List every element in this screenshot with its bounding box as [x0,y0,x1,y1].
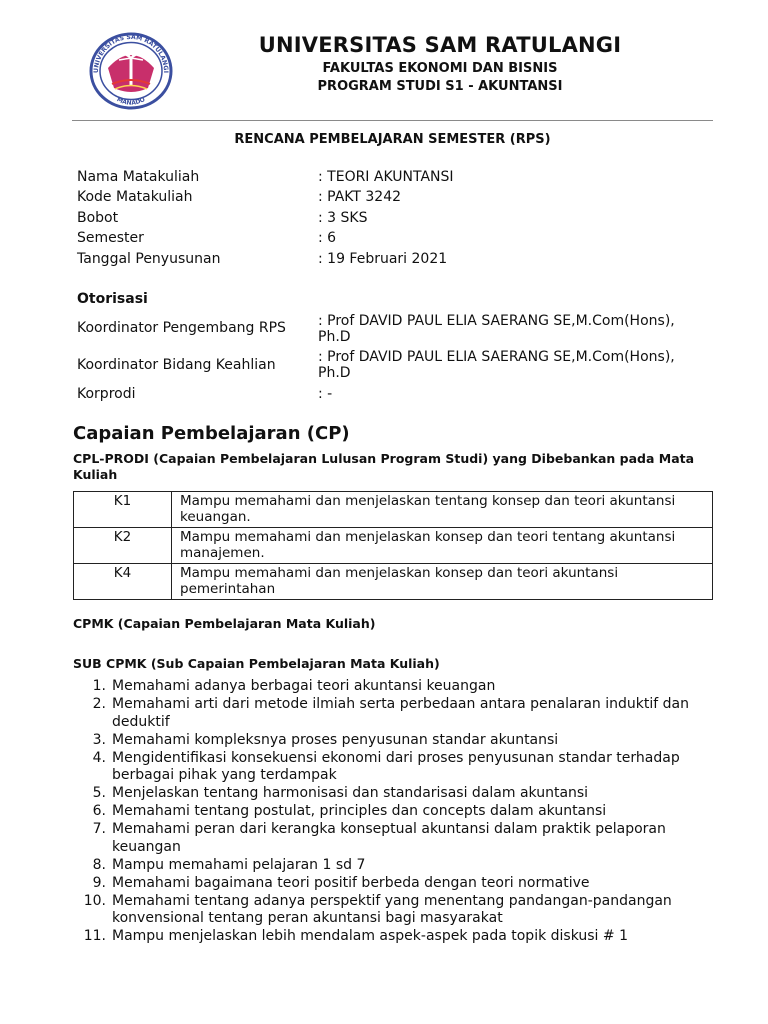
document-title: RENCANA PEMBELAJARAN SEMESTER (RPS) [234,132,551,147]
list-text: Memahami bagaimana teori positif berbeda dengan teori normative [112,874,590,891]
table-row [74,564,713,600]
university-seal-logo-icon [88,32,174,110]
info-label: Nama Matakuliah [77,169,200,185]
logo-ring-text-bottom: MANADO [115,96,147,107]
list-number: 10. [83,892,106,909]
logo-ring-text-top: UNIVERSITAS SAM RATULANGI [92,33,170,74]
info-value: : PAKT 3242 [318,189,402,205]
list-text: Memahami peran dari kerangka konseptual akuntansi dalam praktik pelaporan keuangan [112,821,666,855]
info-value: : 3 SKS [318,210,368,226]
cpl-prodi-heading: CPL-PRODI (Capaian Pembelajaran Lulusan Program Studi) yang Dibebankan pada Mata Kuliah [73,451,695,482]
info-value: : TEORI AKUNTANSI [318,169,454,185]
sub-cpmk-list [73,678,713,946]
list-number: 1. [92,678,106,694]
list-text: Memahami kompleksnya proses penyusunan standar akuntansi [112,731,559,748]
list-text: Mampu memahami pelajaran 1 sd 7 [112,856,366,873]
cpl-table [73,491,713,600]
list-text: Memahami arti dari metode ilmiah serta perbedaan antara penalaran induktif dan deduktif [112,696,689,730]
otorisasi-heading: Otorisasi [77,291,148,307]
faculty-name: FAKULTAS EKONOMI DAN BISNIS [322,61,558,76]
university-name: UNIVERSITAS SAM RATULANGI [258,33,622,57]
list-text: Menjelaskan tentang harmonisasi dan standarisasi dalam akuntansi [112,785,589,801]
info-value: : - [318,386,333,402]
list-number: 6. [92,803,106,819]
info-label: Kode Matakuliah [77,189,193,205]
section-heading-cp: Capaian Pembelajaran (CP) [73,423,350,444]
list-number: 9. [92,874,106,891]
list-item [73,857,713,875]
list-text: Mengidentifikasi konsekuensi ekonomi dari proses penyusunan standar terhadap berbagai pihak yang terdampak [112,749,680,783]
otorisasi-row-pengembang [77,313,717,347]
cpl-description: Mampu memahami dan menjelaskan konsep dan teori tentang akuntansi manajemen. [172,528,713,564]
info-label: Semester [77,230,144,246]
header-divider [72,120,713,121]
list-number: 11. [83,928,106,944]
list-number: 5. [92,785,106,801]
table-row [74,492,713,528]
list-item [73,750,713,785]
table-row [74,528,713,564]
list-text: Memahami tentang postulat, principles dan concepts dalam akuntansi [112,803,607,819]
info-label: Koordinator Pengembang RPS [77,320,286,336]
list-item [73,732,713,750]
info-label: Tanggal Penyusunan [77,251,221,267]
info-value: : 19 Februari 2021 [318,251,448,267]
cpl-code: K2 [74,528,172,564]
list-item [73,803,713,821]
info-value: : 6 [318,230,337,246]
list-number: 2. [92,696,106,712]
info-value: : Prof DAVID PAUL ELIA SAERANG SE,M.Com(Hons), Ph.D [318,349,675,381]
cpl-code: K4 [74,564,172,600]
list-item [73,821,713,856]
list-item [73,696,713,731]
program-name: PROGRAM STUDI S1 - AKUNTANSI [317,79,563,94]
list-number: 4. [92,749,106,766]
list-item [73,893,713,928]
list-item [73,928,713,946]
list-text: Memahami adanya berbagai teori akuntansi keuangan [112,678,496,694]
info-label: Korprodi [77,386,136,402]
list-item [73,875,713,893]
list-item [73,785,713,803]
info-label: Bobot [77,210,119,226]
list-text: Mampu menjelaskan lebih mendalam aspek-aspek pada topik diskusi # 1 [112,928,628,944]
list-number: 3. [92,731,106,748]
list-number: 8. [92,856,106,873]
cpl-description: Mampu memahami dan menjelaskan konsep dan teori akuntansi pemerintahan [172,564,713,600]
list-text: Memahami tentang adanya perspektif yang menentang pandangan-pandangan konvensional tentang peran akuntansi bagi masyarakat [112,892,672,926]
list-item [73,678,713,696]
cpl-description: Mampu memahami dan menjelaskan tentang konsep dan teori akuntansi keuangan. [172,492,713,528]
sub-cpmk-heading: SUB CPMK (Sub Capaian Pembelajaran Mata Kuliah) [73,656,440,671]
info-label: Koordinator Bidang Keahlian [77,357,276,373]
otorisasi-row-bidang [77,349,717,383]
cpmk-heading: CPMK (Capaian Pembelajaran Mata Kuliah) [73,616,376,631]
cpl-code: K1 [74,492,172,528]
info-value: : Prof DAVID PAUL ELIA SAERANG SE,M.Com(Hons), Ph.D [318,313,675,345]
list-number: 7. [92,821,106,837]
